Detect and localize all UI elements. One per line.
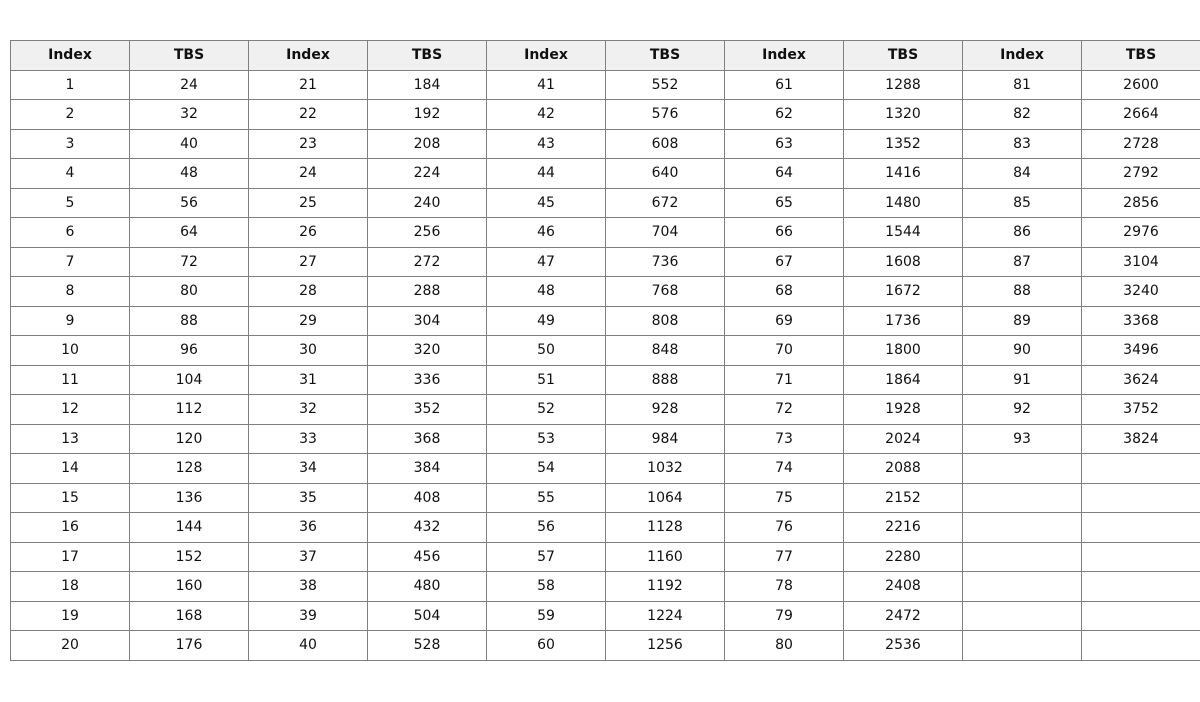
index-cell: 6	[11, 218, 130, 248]
table-row	[11, 513, 1200, 543]
tbs-cell: 528	[368, 631, 487, 661]
tbs-cell: 1928	[844, 395, 963, 425]
tbs-cell: 1736	[844, 306, 963, 336]
index-cell: 26	[249, 218, 368, 248]
index-cell: 45	[487, 188, 606, 218]
index-cell: 91	[963, 365, 1082, 395]
index-cell: 30	[249, 336, 368, 366]
index-cell: 60	[487, 631, 606, 661]
table-row	[11, 277, 1200, 307]
index-cell: 79	[725, 601, 844, 631]
index-cell: 92	[963, 395, 1082, 425]
index-cell: 8	[11, 277, 130, 307]
tbs-cell: 672	[606, 188, 725, 218]
index-cell: 13	[11, 424, 130, 454]
tbs-cell: 2408	[844, 572, 963, 602]
index-cell: 5	[11, 188, 130, 218]
index-cell: 21	[249, 70, 368, 100]
index-cell: 40	[249, 631, 368, 661]
tbs-cell: 3496	[1082, 336, 1200, 366]
tbs-cell: 576	[606, 100, 725, 130]
index-cell: 24	[249, 159, 368, 189]
tbs-table	[10, 40, 1200, 661]
index-cell: 28	[249, 277, 368, 307]
tbs-cell: 96	[130, 336, 249, 366]
tbs-cell: 1224	[606, 601, 725, 631]
index-cell: 72	[725, 395, 844, 425]
index-cell: 46	[487, 218, 606, 248]
tbs-cell: 64	[130, 218, 249, 248]
table-row	[11, 601, 1200, 631]
index-cell: 51	[487, 365, 606, 395]
index-cell: 29	[249, 306, 368, 336]
tbs-cell: 304	[368, 306, 487, 336]
index-cell: 3	[11, 129, 130, 159]
tbs-cell: 2088	[844, 454, 963, 484]
table-row	[11, 159, 1200, 189]
index-cell: 50	[487, 336, 606, 366]
tbs-cell: 192	[368, 100, 487, 130]
tbs-cell: 808	[606, 306, 725, 336]
header-index: Index	[249, 41, 368, 71]
index-cell: 10	[11, 336, 130, 366]
tbs-cell: 2856	[1082, 188, 1200, 218]
index-cell: 49	[487, 306, 606, 336]
tbs-cell: 640	[606, 159, 725, 189]
tbs-cell: 1416	[844, 159, 963, 189]
header-index: Index	[725, 41, 844, 71]
index-cell: 62	[725, 100, 844, 130]
tbs-cell: 152	[130, 542, 249, 572]
tbs-cell	[1082, 483, 1200, 513]
index-cell: 87	[963, 247, 1082, 277]
tbs-cell: 1256	[606, 631, 725, 661]
index-cell	[963, 601, 1082, 631]
table-row	[11, 247, 1200, 277]
tbs-cell: 272	[368, 247, 487, 277]
index-cell: 19	[11, 601, 130, 631]
tbs-cell: 88	[130, 306, 249, 336]
index-cell: 35	[249, 483, 368, 513]
tbs-cell: 2600	[1082, 70, 1200, 100]
tbs-cell: 208	[368, 129, 487, 159]
tbs-cell: 3104	[1082, 247, 1200, 277]
tbs-cell: 3240	[1082, 277, 1200, 307]
table-row	[11, 188, 1200, 218]
tbs-cell	[1082, 454, 1200, 484]
tbs-cell: 72	[130, 247, 249, 277]
tbs-cell: 32	[130, 100, 249, 130]
index-cell: 54	[487, 454, 606, 484]
index-cell: 12	[11, 395, 130, 425]
tbs-cell: 984	[606, 424, 725, 454]
tbs-cell: 256	[368, 218, 487, 248]
tbs-cell: 3824	[1082, 424, 1200, 454]
index-cell: 86	[963, 218, 1082, 248]
table-row	[11, 129, 1200, 159]
tbs-cell: 480	[368, 572, 487, 602]
tbs-cell: 408	[368, 483, 487, 513]
tbs-cell: 2472	[844, 601, 963, 631]
index-cell: 90	[963, 336, 1082, 366]
index-cell: 7	[11, 247, 130, 277]
index-cell: 63	[725, 129, 844, 159]
index-cell: 11	[11, 365, 130, 395]
tbs-cell: 3368	[1082, 306, 1200, 336]
index-cell: 31	[249, 365, 368, 395]
tbs-cell: 1064	[606, 483, 725, 513]
tbs-cell: 1320	[844, 100, 963, 130]
index-cell	[963, 631, 1082, 661]
tbs-cell: 184	[368, 70, 487, 100]
tbs-cell: 144	[130, 513, 249, 543]
tbs-cell	[1082, 601, 1200, 631]
tbs-cell: 176	[130, 631, 249, 661]
table-row	[11, 365, 1200, 395]
tbs-cell	[1082, 542, 1200, 572]
index-cell: 69	[725, 306, 844, 336]
tbs-cell: 48	[130, 159, 249, 189]
header-index: Index	[11, 41, 130, 71]
index-cell: 18	[11, 572, 130, 602]
table-row	[11, 306, 1200, 336]
header-index: Index	[487, 41, 606, 71]
index-cell: 74	[725, 454, 844, 484]
index-cell: 82	[963, 100, 1082, 130]
index-cell: 70	[725, 336, 844, 366]
index-cell: 83	[963, 129, 1082, 159]
index-cell	[963, 572, 1082, 602]
tbs-cell: 2152	[844, 483, 963, 513]
tbs-cell: 136	[130, 483, 249, 513]
tbs-cell: 928	[606, 395, 725, 425]
table-row	[11, 483, 1200, 513]
index-cell: 15	[11, 483, 130, 513]
tbs-cell: 104	[130, 365, 249, 395]
tbs-cell: 704	[606, 218, 725, 248]
tbs-cell: 1192	[606, 572, 725, 602]
tbs-cell: 1800	[844, 336, 963, 366]
index-cell: 56	[487, 513, 606, 543]
tbs-cell: 456	[368, 542, 487, 572]
tbs-cell: 3752	[1082, 395, 1200, 425]
index-cell: 65	[725, 188, 844, 218]
tbs-cell: 768	[606, 277, 725, 307]
table-row	[11, 218, 1200, 248]
header-tbs: TBS	[606, 41, 725, 71]
table-header	[11, 41, 1200, 71]
tbs-cell	[1082, 631, 1200, 661]
table-row	[11, 70, 1200, 100]
tbs-cell: 1480	[844, 188, 963, 218]
index-cell: 16	[11, 513, 130, 543]
index-cell: 42	[487, 100, 606, 130]
tbs-cell: 352	[368, 395, 487, 425]
header-row	[11, 41, 1200, 71]
tbs-cell: 1160	[606, 542, 725, 572]
index-cell: 47	[487, 247, 606, 277]
index-cell: 53	[487, 424, 606, 454]
index-cell: 25	[249, 188, 368, 218]
index-cell: 58	[487, 572, 606, 602]
index-cell: 76	[725, 513, 844, 543]
tbs-cell: 2536	[844, 631, 963, 661]
tbs-cell: 40	[130, 129, 249, 159]
index-cell: 17	[11, 542, 130, 572]
tbs-cell: 736	[606, 247, 725, 277]
tbs-cell: 1032	[606, 454, 725, 484]
table-row	[11, 454, 1200, 484]
index-cell: 59	[487, 601, 606, 631]
table-row	[11, 572, 1200, 602]
index-cell: 41	[487, 70, 606, 100]
index-cell: 80	[725, 631, 844, 661]
index-cell: 88	[963, 277, 1082, 307]
index-cell: 85	[963, 188, 1082, 218]
tbs-cell: 1608	[844, 247, 963, 277]
tbs-cell: 2728	[1082, 129, 1200, 159]
index-cell: 27	[249, 247, 368, 277]
tbs-cell: 432	[368, 513, 487, 543]
tbs-cell: 848	[606, 336, 725, 366]
index-cell: 22	[249, 100, 368, 130]
table-row	[11, 542, 1200, 572]
index-cell: 57	[487, 542, 606, 572]
tbs-cell: 2280	[844, 542, 963, 572]
tbs-cell: 552	[606, 70, 725, 100]
index-cell: 64	[725, 159, 844, 189]
tbs-cell: 2024	[844, 424, 963, 454]
tbs-cell: 368	[368, 424, 487, 454]
tbs-cell: 168	[130, 601, 249, 631]
tbs-cell: 224	[368, 159, 487, 189]
header-index: Index	[963, 41, 1082, 71]
tbs-cell: 320	[368, 336, 487, 366]
tbs-cell: 240	[368, 188, 487, 218]
index-cell: 36	[249, 513, 368, 543]
table-row	[11, 336, 1200, 366]
tbs-cell: 384	[368, 454, 487, 484]
tbs-cell: 120	[130, 424, 249, 454]
tbs-cell: 2216	[844, 513, 963, 543]
index-cell: 33	[249, 424, 368, 454]
index-cell: 75	[725, 483, 844, 513]
index-cell: 61	[725, 70, 844, 100]
tbs-cell: 112	[130, 395, 249, 425]
index-cell: 43	[487, 129, 606, 159]
index-cell	[963, 454, 1082, 484]
tbs-cell: 288	[368, 277, 487, 307]
index-cell: 71	[725, 365, 844, 395]
tbs-cell: 128	[130, 454, 249, 484]
index-cell: 20	[11, 631, 130, 661]
tbs-cell: 1864	[844, 365, 963, 395]
table-row	[11, 395, 1200, 425]
header-tbs: TBS	[844, 41, 963, 71]
index-cell: 78	[725, 572, 844, 602]
index-cell: 68	[725, 277, 844, 307]
header-tbs: TBS	[130, 41, 249, 71]
index-cell: 66	[725, 218, 844, 248]
tbs-cell: 3624	[1082, 365, 1200, 395]
tbs-cell: 1352	[844, 129, 963, 159]
index-cell: 89	[963, 306, 1082, 336]
index-cell	[963, 542, 1082, 572]
index-cell: 67	[725, 247, 844, 277]
tbs-cell	[1082, 572, 1200, 602]
tbs-cell	[1082, 513, 1200, 543]
tbs-cell: 1672	[844, 277, 963, 307]
index-cell: 32	[249, 395, 368, 425]
tbs-cell: 2792	[1082, 159, 1200, 189]
index-cell: 73	[725, 424, 844, 454]
tbs-cell: 2976	[1082, 218, 1200, 248]
index-cell	[963, 483, 1082, 513]
index-cell: 34	[249, 454, 368, 484]
tbs-cell: 1128	[606, 513, 725, 543]
tbs-cell: 504	[368, 601, 487, 631]
index-cell: 48	[487, 277, 606, 307]
tbs-cell: 80	[130, 277, 249, 307]
table-row	[11, 631, 1200, 661]
index-cell: 1	[11, 70, 130, 100]
tbs-cell: 1288	[844, 70, 963, 100]
index-cell: 38	[249, 572, 368, 602]
tbs-cell: 888	[606, 365, 725, 395]
index-cell	[963, 513, 1082, 543]
tbs-cell: 1544	[844, 218, 963, 248]
index-cell: 84	[963, 159, 1082, 189]
index-cell: 9	[11, 306, 130, 336]
table-body	[11, 70, 1200, 660]
index-cell: 44	[487, 159, 606, 189]
table-row	[11, 424, 1200, 454]
header-tbs: TBS	[1082, 41, 1200, 71]
index-cell: 77	[725, 542, 844, 572]
index-cell: 81	[963, 70, 1082, 100]
index-cell: 23	[249, 129, 368, 159]
index-cell: 4	[11, 159, 130, 189]
tbs-cell: 24	[130, 70, 249, 100]
index-cell: 39	[249, 601, 368, 631]
index-cell: 93	[963, 424, 1082, 454]
tbs-cell: 608	[606, 129, 725, 159]
index-cell: 55	[487, 483, 606, 513]
index-cell: 37	[249, 542, 368, 572]
index-cell: 14	[11, 454, 130, 484]
tbs-cell: 336	[368, 365, 487, 395]
tbs-cell: 160	[130, 572, 249, 602]
tbs-cell: 2664	[1082, 100, 1200, 130]
index-cell: 52	[487, 395, 606, 425]
tbs-cell: 56	[130, 188, 249, 218]
header-tbs: TBS	[368, 41, 487, 71]
index-cell: 2	[11, 100, 130, 130]
table-row	[11, 100, 1200, 130]
